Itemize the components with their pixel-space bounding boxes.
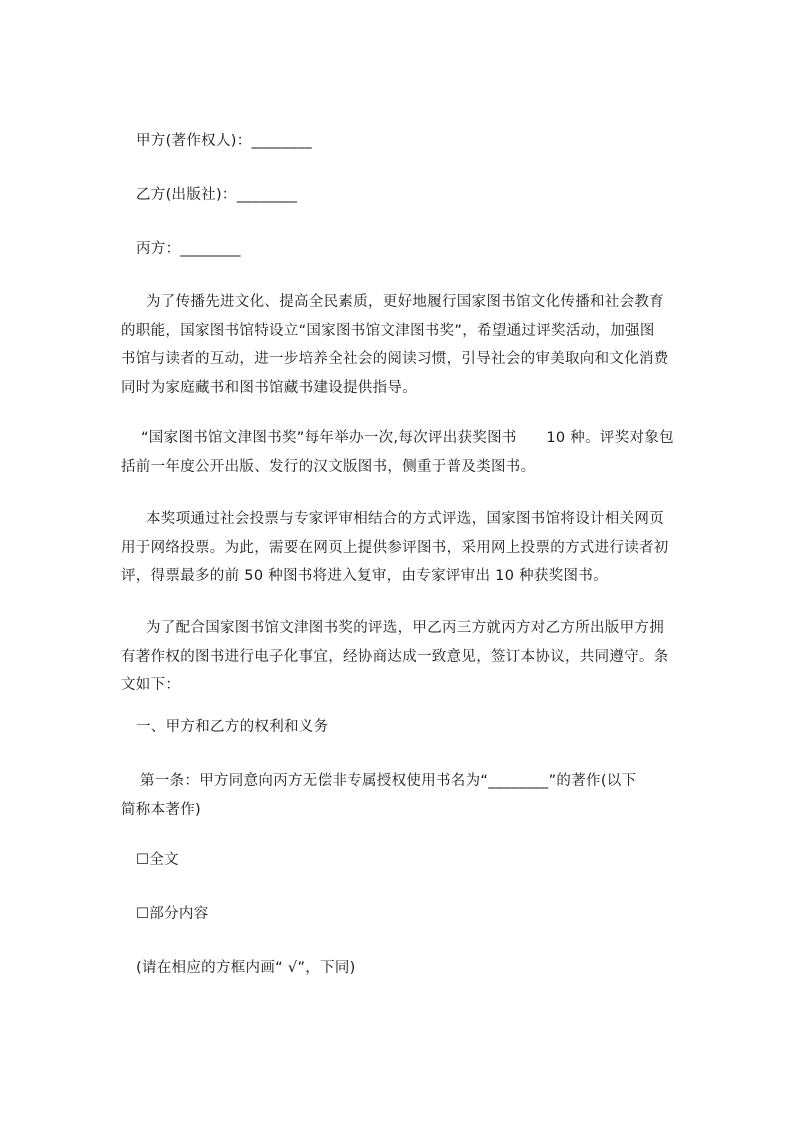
award-paragraph bbox=[121, 424, 696, 481]
article-1-line-2: 简称本著作) bbox=[121, 801, 201, 818]
intro-paragraph bbox=[121, 288, 696, 402]
purpose-paragraph bbox=[121, 614, 696, 700]
award-line-1: “国家图书馆文津图书奖”每年举办一次,每次评出获奖图书 10 种。评奖对象包 bbox=[141, 430, 674, 446]
method-paragraph bbox=[121, 505, 696, 591]
method-line-2: 用于网络投票。为此，需要在网页上提供参评图书，采用网上投票的方式进行读者初 bbox=[121, 539, 669, 556]
intro-line-1: 为了传播先进文化、提高全民素质，更好地履行国家图书馆文化传播和社会教育 bbox=[146, 294, 664, 310]
party-b-line: 乙方(出版社)：________ bbox=[136, 187, 298, 203]
purpose-line-3: 文如下： bbox=[121, 677, 181, 693]
section-heading: 一、甲方和乙方的权利和义务 bbox=[136, 719, 329, 735]
method-line-3: 评，得票最多的前 50 种图书将进入复审，由专家评审出 10 种获奖图书。 bbox=[121, 568, 608, 584]
article-1-line-1: 第一条：甲方同意向丙方无偿非专属授权使用书名为“________”的著作(以下 bbox=[140, 773, 637, 789]
option-partial-content: ☐部分内容 bbox=[136, 906, 209, 922]
intro-line-3: 书馆与读者的互动，进一步培养全社会的阅读习惯，引导社会的审美取向和文化消费 bbox=[121, 351, 669, 367]
purpose-line-2: 有著作权的图书进行电子化事宜，经协商达成一致意见，签订本协议，共同遵守。条 bbox=[121, 648, 669, 665]
intro-line-2: 的职能，国家图书馆特设立“国家图书馆文津图书奖”，希望通过评奖活动，加强图 bbox=[121, 322, 655, 339]
intro-line-4: 同时为家庭藏书和图书馆藏书建设提供指导。 bbox=[121, 379, 417, 396]
purpose-line-1: 为了配合国家图书馆文津图书奖的评选，甲乙丙三方就丙方对乙方所出版甲方拥 bbox=[146, 620, 664, 636]
party-a-line: 甲方(著作权人)：________ bbox=[136, 133, 312, 149]
method-line-1: 本奖项通过社会投票与专家评审相结合的方式评选，国家图书馆将设计相关网页 bbox=[146, 511, 664, 527]
article-1-paragraph bbox=[121, 767, 696, 824]
party-c-line: 丙方：________ bbox=[136, 241, 241, 257]
option-full-text: ☐全文 bbox=[136, 852, 179, 868]
award-line-2: 括前一年度公开出版、发行的汉文版图书，侧重于普及类图书。 bbox=[121, 458, 536, 475]
option-note: (请在相应的方框内画“ √”，下同) bbox=[136, 960, 356, 976]
